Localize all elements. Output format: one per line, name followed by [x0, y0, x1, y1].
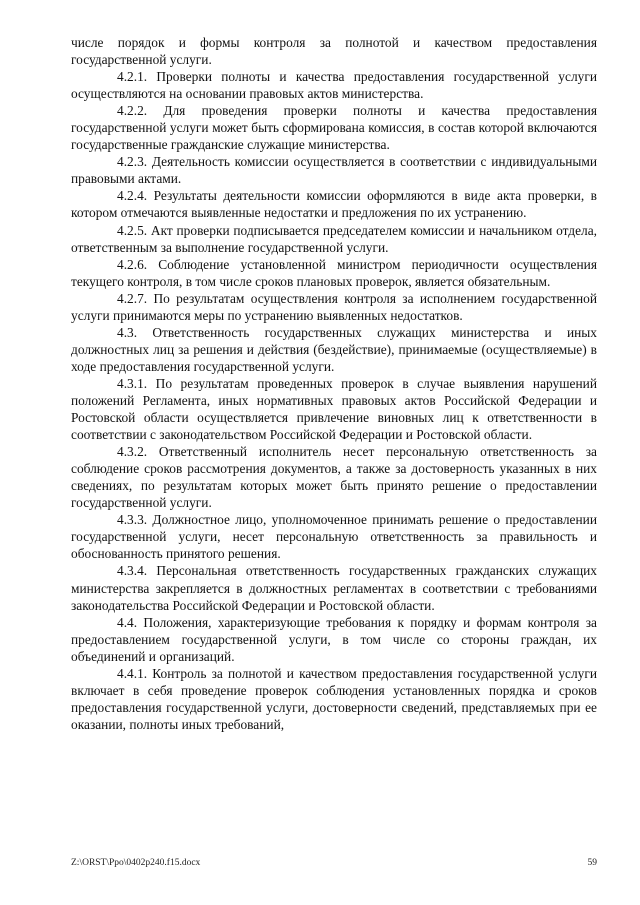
paragraph-4-3-1: 4.3.1. По результатам проведенных проверок в случае выявления нарушений положений Регламента, иных нормативных правовых актов Российской Федерации и Ростовской области осуществляется привлечение виновных лиц к ответственности в соответствии с законодательством Российской Федерации и Ростовской области. — [71, 375, 597, 443]
paragraph-4-4-1: 4.4.1. Контроль за полнотой и качеством предоставления государственной услуги включает в себя проведение проверок соблюдения установленных порядка и сроков предоставления государственной услуги, достоверности сведений, представляемых при ее оказании, полноты иных требований, — [71, 665, 597, 732]
paragraph-4-3-4: 4.3.4. Персональная ответственность государственных гражданских служащих министерства закрепляется в должностных регламентах в соответствии с требованиями законодательства Российской Федерации и Ростовской области. — [71, 563, 597, 613]
paragraph-4-2-1: 4.2.1. Проверки полноты и качества предоставления государственной услуги осуществляются на основании правовых актов министерства. — [71, 69, 597, 102]
paragraph-4-2-7: 4.2.7. По результатам осуществления контроля за исполнением государственной услуги принимаются меры по устранению выявленных недостатков. — [71, 290, 597, 323]
paragraph-4-2-6: 4.2.6. Соблюдение установленной министром периодичности осуществления текущего контроля, в том числе сроков плановых проверок, является обязательным. — [71, 256, 597, 289]
footer-file-path: Z:\ORST\Ppo\0402p240.f15.docx — [71, 858, 201, 868]
paragraph-4-4: 4.4. Положения, характеризующие требования к порядку и формам контроля за предоставлением государственной услуги, в том числе со стороны граждан, их объединений и организаций. — [71, 614, 597, 664]
paragraph-continuation: числе порядок и формы контроля за полнотой и качеством предоставления государственной услуги. — [71, 35, 597, 68]
paragraph-4-3-2: 4.3.2. Ответственный исполнитель несет персональную ответственность за соблюдение сроков рассмотрения документов, а также за достоверность указанных в них сведениях, по результатам которых может быть принято решение о предоставлении государственной услуги. — [71, 444, 597, 511]
paragraph-4-3-3: 4.3.3. Должностное лицо, уполномоченное принимать решение о предоставлении государственной услуги, несет персональную ответственность за правильность и обоснованность принятого решения. — [71, 512, 597, 562]
paragraph-4-2-3: 4.2.3. Деятельность комиссии осуществляется в соответствии с индивидуальными правовыми актами. — [71, 154, 597, 187]
paragraph-4-2-5: 4.2.5. Акт проверки подписывается председателем комиссии и начальником отдела, ответственным за выполнение государственной услуги. — [71, 222, 597, 255]
page-number: 59 — [587, 858, 597, 868]
page-footer — [71, 858, 597, 868]
document-body — [71, 34, 597, 733]
paragraph-4-2-4: 4.2.4. Результаты деятельности комиссии оформляются в виде акта проверки, в котором отмечаются выявленные недостатки и предложения по их устранению. — [71, 188, 597, 221]
paragraph-4-3: 4.3. Ответственность государственных служащих министерства и иных должностных лиц за решения и действия (бездействие), принимаемые (осуществляемые) в ходе предоставления государственной услуги. — [71, 324, 597, 374]
paragraph-4-2-2: 4.2.2. Для проведения проверки полноты и качества предоставления государственной услуги может быть сформирована комиссия, в состав которой включаются государственные гражданские служащие министерства. — [71, 103, 597, 153]
